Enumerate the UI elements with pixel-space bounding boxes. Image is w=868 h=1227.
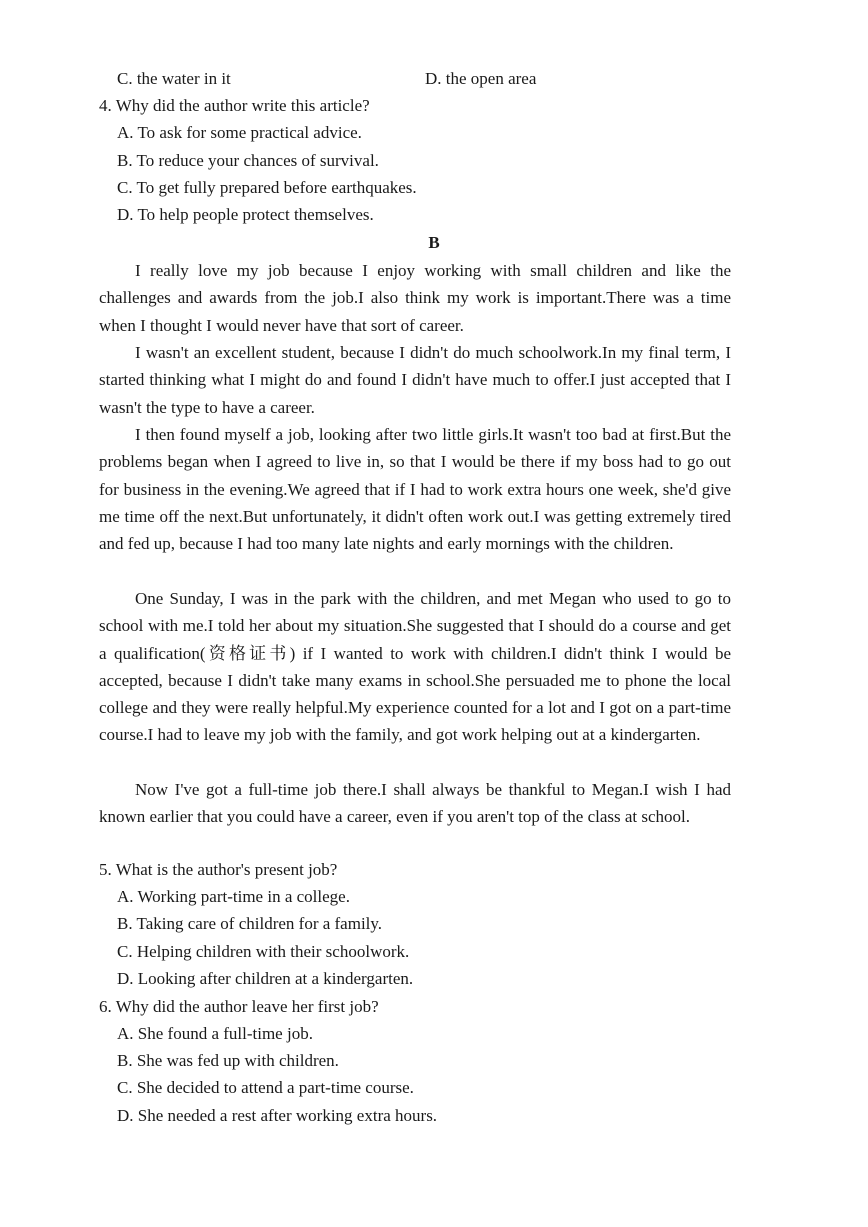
passage-paragraph-2 — [99, 339, 731, 421]
question-4-option-c: C. To get fully prepared before earthquakes. — [117, 178, 417, 197]
passage-paragraph-1-text: I really love my job because I enjoy working with small children and like the challenges and awards from the job.I also think my work is important.There was a time when I thought I would never have that sort of career. — [99, 261, 731, 335]
passage-paragraph-3 — [99, 421, 731, 557]
question-6-option-c: C. She decided to attend a part-time course. — [117, 1078, 414, 1097]
question-5-stem: 5. What is the author's present job? — [99, 860, 338, 879]
passage-paragraph-5-text: Now I've got a full-time job there.I shall always be thankful to Megan.I wish I had known earlier that you could have a career, even if you aren't top of the class at school. — [99, 780, 731, 827]
question-5-option-d: D. Looking after children at a kindergarten. — [117, 969, 414, 988]
question-5-option-b: B. Taking care of children for a family. — [117, 914, 383, 933]
passage-paragraph-4 — [99, 585, 731, 749]
question-5-option-a: A. Working part-time in a college. — [117, 887, 350, 906]
passage-paragraph-1 — [99, 257, 731, 339]
question-6-option-d: D. She needed a rest after working extra hours. — [117, 1106, 438, 1125]
prev-option-c: C. the water in it — [117, 69, 231, 88]
passage-paragraph-4-text: One Sunday, I was in the park with the children, and met Megan who used to go to school with me.I told her about my situation.She suggested that I should do a course and get a qualification(资格证书) if I wanted to work with children.I didn't think I would be accepted, because I didn't take many exams in school.She persuaded me to phone the local college and they were really helpful.My experience counted for a lot and I got on a part-time course.I had to leave my job with the family, and got work helping out at a kindergarten. — [99, 589, 731, 745]
question-4-option-d: D. To help people protect themselves. — [117, 205, 374, 224]
passage-paragraph-2-text: I wasn't an excellent student, because I didn't do much schoolwork.In my final term, I started thinking what I might do and found I didn't have much to offer.I just accepted that I wasn't the type to have a career. — [99, 343, 731, 417]
section-b-title: B — [428, 233, 440, 252]
question-4-option-a: A. To ask for some practical advice. — [117, 123, 362, 142]
prev-option-d: D. the open area — [425, 69, 537, 88]
question-6-option-b: B. She was fed up with children. — [117, 1051, 339, 1070]
question-4-stem: 4. Why did the author write this article? — [99, 96, 370, 115]
passage-paragraph-3-text: I then found myself a job, looking after two little girls.It wasn't too bad at first.But the problems began when I agreed to live in, so that I would be there if my boss had to go out for business in the evening.We agreed that if I had to work extra hours one week, she'd give me time off the next.But unfortunately, it didn't often work out.I was getting extremely tired and fed up, because I had too many late nights and early mornings with the children. — [99, 425, 731, 554]
question-6-stem: 6. Why did the author leave her first job? — [99, 997, 379, 1016]
question-4-option-b: B. To reduce your chances of survival. — [117, 151, 379, 170]
passage-paragraph-5 — [99, 776, 731, 831]
question-6-option-a: A. She found a full-time job. — [117, 1024, 313, 1043]
question-5-option-c: C. Helping children with their schoolwork. — [117, 942, 410, 961]
